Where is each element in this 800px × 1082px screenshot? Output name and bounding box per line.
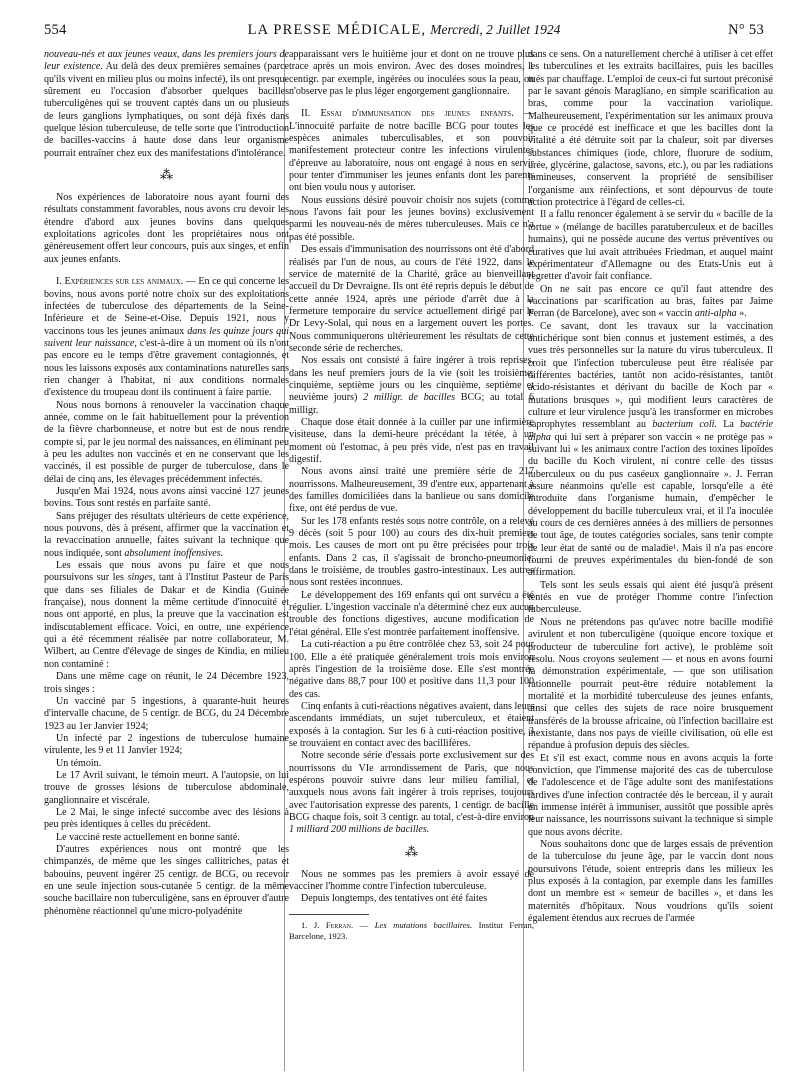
paragraph (289, 355, 534, 417)
paragraph: Un vacciné par 5 ingestions, à quarante-huit heures d'intervalle chacune, de 5 centigr. de BCG, du 24 Décembre 1923 au 1er Janvier 1924; (44, 695, 289, 732)
paragraph: Nous avons ainsi traité une première série de 217 nourrissons. Malheureusement, 39 d'entre eux, appartenant à des familles domiciliées dans la banlieue ou sans domicile fixe, ont été perdus de vue. (289, 466, 534, 515)
paragraph: Un témoin. (56, 757, 102, 769)
paragraph: Le développement des 169 enfants qui ont survécu a été régulier. L'ingestion vaccinale n'a déterminé chez eux aucun trouble des fonctions digestives, aucune modification de l'état général. Elle s'est montrée parfaitement inoffensive. (289, 589, 534, 638)
text: Nos essais ont consisté à faire ingérer à trois reprises, dans les neuf premiers jours de la vie (soit les troisième, cinquième, septième jours ou les cinquième, septième et neuvième jours) (289, 355, 534, 404)
section-separator: ⁂ (405, 843, 418, 859)
text: c'est-à-dire à un moment où ils n'ont pas encore eu le temps d'être gravement contagionnés, et nous les laissons exposés aux contaminations naturelles sans rien changer à l'habitat, ni aux conditions normales d'existence du troupeau dont ils continuent à faire partie. (44, 337, 289, 399)
journal-name: LA PRESSE MÉDICALE, (247, 22, 427, 38)
paragraph: Tels sont les seuls essais qui aient été jusqu'à présent tentés en vue de protéger l'homme contre l'infection tuberculeuse. (528, 579, 773, 616)
text: BCG; au total 6 milligr. (289, 392, 534, 416)
section-paragraph (289, 108, 534, 194)
column-right (528, 49, 773, 925)
paragraph: Un infecté par 2 ingestions de tuberculose humaine virulente, les 9 et 11 Janvier 1924; (44, 732, 289, 757)
italic-text: 2 milligr. de bacilles (363, 392, 455, 404)
paragraph: apparaissant vers le huitième jour et dont on ne trouve plus trace après un mois environ. Avec des doses moindres, 1 centigr. par exemple, ingérées ou inoculées sous la peau, on n'observe pas le plus léger engorgement ganglionnaire. (289, 49, 534, 98)
footnote-rule (289, 914, 369, 915)
italic-text: singes, (127, 572, 156, 584)
section-heading: I. Expériences sur les animaux. (56, 276, 184, 288)
text: Institut Ferran, Barcelone, 1923. (289, 919, 534, 941)
page-header (44, 22, 764, 44)
text: tant à l'Institut Pasteur de Paris que dans ses filiales de Dakar et de Kindia (Guinée française), nous donnent la même certitude d'innocuité et nous ont apporté, en plus, la preuve que la vaccination est indiscutablement efficace. Voici, en outre, une expérience qui a été récemment réalisée par notre collaborateur, M. Wilbert, au Centre d'élevage de singes de Kindia, en milieu non contaminé : (44, 572, 289, 670)
text: On ne sait pas encore ce qu'il faut attendre des vaccinations par scarification au bras, faites par Jaime Ferran (de Barcelone), avec son « vaccin (528, 283, 773, 320)
paragraph: Nous eussions désiré pouvoir choisir nos sujets (comme nous l'avons fait pour les jeunes bovins) exclusivement parmi les nouveau-nés de mères tuberculeuses. Mais ce n'a pas été possible. (289, 194, 534, 243)
paragraph: Nous nous bornons à renouveler la vaccination chaque année, comme on le fait habituellement pour la prévention de la fièvre charbonneuse, et notre but est de nous rendre compte si, par le jeu normal des naissances, en éliminant peu à peu les adultes non vaccinés et en ne conservant que les vaccinés, il est possible de purger de tuberculose, dans le délai de cinq ans, les élevages précédemment infectés. (44, 399, 289, 485)
text: La (716, 419, 741, 431)
italic-text: absolument inoffensives. (124, 547, 224, 559)
paragraph: Nos expériences de laboratoire nous ayant fourni des résultats constamment favorables, nous avons cru devoir les étendre d'abord aux jeunes bovins dans quelques exploitations agricoles dont les propriétaires nous ont généreusement offert leur concours, puis aux singes, et enfin aux jeunes enfants. (44, 192, 289, 265)
paragraph: D'autres expériences nous ont montré que les chimpanzés, de même que les singes callitriches, patas et babouins, peuvent ingérer 25 centigr. de BCG, ou recevoir en une seule injection sous-cutanée 5 centigr. de la même souche bacillaire non tuberculigène, sans en éprouver d'autre phénomène réactionnel qu'une micro-polyadénite (44, 843, 289, 917)
italic-text: bactérie alpha (528, 419, 774, 443)
italic-text: 1 milliard 200 millions de bacilles. (289, 824, 430, 836)
paragraph (44, 560, 289, 671)
italic-text: anti-alpha (694, 308, 737, 320)
paragraph: Des essais d'immunisation des nourrissons ont été d'abord réalisés par l'un de nous, au cours de l'été 1922, dans le service de maternité de la Charité, grâce au bienveillant accueil du Dr Devraigne. Ils ont été repris depuis le début de cette année 1924, après une période d'arrêt due à la fermeture temporaire du service actuellement dirigé par le Dr Levy-Solal, qui nous en a largement ouvert les portes. Nous communiquerons ultérieurement les résultats de cette seconde série de recherches. (289, 244, 534, 354)
footnote (289, 920, 534, 942)
section-separator: ⁂ (160, 167, 173, 183)
paragraph: Le vacciné reste actuellement en bonne santé. (56, 831, 240, 843)
issue-number: N° 53 (728, 22, 764, 38)
paragraph: Nous souhaitons donc que de larges essais de prévention de la tuberculose du jeune âge, par le vaccin dont nous poursuivons l'étude, soient entrepris dans les milieux les plus exposés à la contagion, par exemple dans les familles dont un membre est « semeur de bacilles », et dans les maternités d'hôpitaux. Nous voudrions qu'ils soient également étendus aux recrues de l'armée (528, 839, 773, 925)
paragraph: Nous ne sommes pas les premiers à avoir essayé de vacciner l'homme contre l'infection tuberculeuse. (289, 868, 534, 892)
paragraph: Jusqu'en Mai 1924, nous avons ainsi vacciné 127 jeunes bovins. Tous sont restés en parfaite santé. (44, 486, 289, 510)
paragraph (44, 511, 289, 560)
paragraph: Il a fallu renoncer également à se servir du « bacille de la tortue » (mélange de bacilles paratuberculeux et de bacilles humains), qui ne possède aucune des vertus préventives ou curatives que lui avait attribuées Friedman, et auquel maint expérimentateur d'Allemagne ou des Etats-Unis eut à regretter d'avoir fait confiance. (528, 209, 773, 283)
column-left (44, 49, 289, 918)
paragraph (289, 750, 534, 836)
text: Notre seconde série d'essais porte exclusivement sur des nourrissons du VIe arrondissement de Paris, que nous espérons pouvoir suivre dans leur milieu familial, et auxquels nous avons fait ingérer à trois reprises, toujours avec l'autorisation expresse des parents, 1 centigr. de bacille BCG chaque fois, soit 3 centigr. au total, c'est-à-dire environ (289, 750, 534, 823)
paragraph: Et s'il est exact, comme nous en avons acquis la forte conviction, que l'immense majorité des cas de tuberculose de l'adolescence et de l'âge adulte sont des manifestations tardives d'une infection contractée dès le berceau, il y aurait un immense intérêt à immuniser, aussitôt que possible après leur naissance, les nourrissons suivant la technique si simple que nous avons décrite. (528, 752, 773, 838)
section-paragraph (44, 276, 289, 399)
paragraph: dans ce sens. On a naturellement cherché à utiliser à cet effet les tuberculines et les extraits bacillaires, puis les bacilles tués par chauffage. L'emploi de ceux-ci fut surtout préconisé par le savant génois Maragliano, en simple scarification au bras, comme pour la vaccination variolique. Malheureusement, l'expérimentation sur les animaux prouva que ce procédé est inefficace et que les bacilles dont la vitalité a été détruite soit par la chaleur, soit par diverses substances chimiques (iode, chlore, fluorure de sodium, urée, glycérine, galactose, savons, etc.), ou par les radiations lumineuses, conservent la propriété de sensibiliser l'organisme aux réinfections, et sont dépourvus de toute action protectrice à l'égard de celles-ci. (528, 49, 773, 209)
italic-text: nouveau-nés et aux jeunes veaux, dans les premiers jours de leur existence. (44, 49, 289, 73)
italic-text: dans les quinze jours qui suivent leur naissance, (44, 325, 290, 349)
paragraph: Dans une même cage on réunit, le 24 Décembre 1923, trois singes : (44, 671, 289, 695)
text: ». (736, 308, 747, 320)
paragraph (528, 284, 773, 321)
paragraph: Cinq enfants à cuti-réactions négatives avaient, dans leurs ascendants immédiats, un sujet tuberculeux, et étaient exposés à la contagion. Sur les 6 à cuti-réaction positive, 3 se trouvaient en contact avec des bacillifères. (289, 700, 534, 749)
text: — En ce qui concerne les bovins, nous avons porté notre choix sur des exploitations infectées de tuberculose des départements de la Seine-Inférieure et de Seine-et-Oise. Depuis 1921, nous y vaccinons tous les jeunes animaux (44, 276, 289, 337)
paragraph (528, 321, 773, 580)
text: 1. J. Ferran. — (301, 919, 375, 930)
issue-date: Mercredi, 2 Juillet 1924 (430, 22, 561, 37)
page-number: 554 (44, 22, 67, 38)
paragraph: La cuti-réaction a pu être contrôlée chez 53, soit 24 pour 100. Elle a été pratiquée généralement trois mois environ après l'ingestion de la troisième dose. Elle s'est montrée négative dans 88,7 pour 100 et positive dans 11,3 pour 100 des cas. (289, 639, 534, 700)
text: qui lui sert à préparer son vaccin « ne protège pas » suivant lui « les animaux contre l'action des toxines lipoïdes du bacille du Koch virulent, ni contre celle des tissus tuberculeux ou du pus caséeux ganglionnaire ». J. Ferran assure néanmoins qu'elle est capable, lorsqu'elle a été introduite dans l'organisme humain, d'empêcher le développement du bacille tuberculeux vrai, et il l'a inoculée au cours de ces dernières années à des milliers de personnes de tout âge, de toutes catégories sociales, sans tenir compte de leur état de santé ou de maladie¹. Mais il n'a pas encore fourni de preuves expérimentales du bien-fondé de son affirmation. (528, 431, 773, 579)
running-title (44, 22, 764, 39)
text: Les essais que nous avons pu faire et que nous poursuivons sur les (44, 560, 289, 584)
paragraph: Depuis longtemps, des tentatives ont été faites (301, 893, 488, 905)
text: Ce savant, dont les travaux sur la vaccination antichérique sont bien connus et justement estimés, a des vues très personnelles sur la nature du virus tuberculeux. Il croit que l'infection tuberculeuse peut être réalisée par différentes bactéries, tantôt non acido-résistantes, tantôt acido-résistantes et dérivant du bacille de Koch par « mutations brusques », qui modifient leurs caractères de culture et leur virulence jusqu'à les transformer en microbes saprophytes ressemblant au (528, 320, 773, 431)
paragraph (44, 49, 289, 160)
section-heading: II. Essai d'immunisation des jeunes enfants. (301, 108, 514, 120)
italic-text: bacterium coli. (652, 419, 717, 431)
italic-text: Les mutations bacillaires. (374, 919, 473, 930)
paragraph: Le 2 Mai, le singe infecté succombe avec des lésions à peu près identiques à celles du précédent. (44, 806, 289, 831)
text: Sans préjuger des résultats ultérieurs de cette expérience, nous pouvons, dès à présent, affirmer que la vaccination et la revaccination annuelle, faites suivant la technique que nous indiquée, sont (44, 510, 289, 559)
paragraph: Nous ne prétendons pas qu'avec notre bacille modifié avirulent et non tuberculigène (quoique encore toxique et producteur de tuberculine fort active), le problème soit résolu. Nous croyons seulement — et nous en avons fourni la démonstration expérimentale, — que son utilisation rationnelle pourrait peut-être réduire notablement la mortalité et la morbidité tuberculeuse des jeunes enfants, ainsi que celles des sujets de race noire brusquement transférés de la brousse africaine, où l'infection bacillaire est inexistante, dans nos pays de vieille civilisation, où elle est répandue à profusion depuis des siècles. (528, 616, 773, 752)
text: Au delà des deux premières semaines (parce qu'ils vivent en milieu plus ou moins infecté), ils ont presque sûrement eu l'occasion d'absorber quelques bacilles tuberculigènes qui se trouvent captés dans un ou plusieurs de leurs ganglions lymphatiques, ou sont déjà fixés dans quelque lésion tuberculeuse, de telle sorte que l'introduction de bacilles-vaccins à haute dose dans leur organisme pourrait entraîner chez eux des manifestations d'intolérance. (44, 61, 289, 159)
paragraph: Sur les 178 enfants restés sous notre contrôle, on a relevé 9 décès (soit 5 pour 100) au cours des dix-huit premiers mois. Les causes de mort ont pu être précisées pour trois enfants. Dans 2 cas, il s'agissait de broncho-pneumonie; dans le troisième, de troubles gastro-intestinaux. Les autres nous sont restées inconnues. (289, 515, 534, 589)
column-middle (289, 49, 534, 942)
paragraph: Le 17 Avril suivant, le témoin meurt. A l'autopsie, on lui trouve de grosses lésions de tuberculose abdominale, ganglionnaire et viscérale. (44, 769, 289, 806)
paragraph: Chaque dose était donnée à la cuiller par une infirmière visiteuse, dans la demi-heure précédant la tétée, à un moment où l'estomac, à peu près vide, n'est pas en travail digestif. (289, 416, 534, 465)
text: — L'innocuité parfaite de notre bacille BCG pour toutes les espèces animales tuberculisables, et son pouvoir manifestement protecteur contre les infections virulentes d'épreuve au laboratoire, nous ont engagé à nous en servir pour tenter d'immuniser les jeunes enfants dont les parents ont bien voulu nous y autoriser. (289, 108, 535, 194)
